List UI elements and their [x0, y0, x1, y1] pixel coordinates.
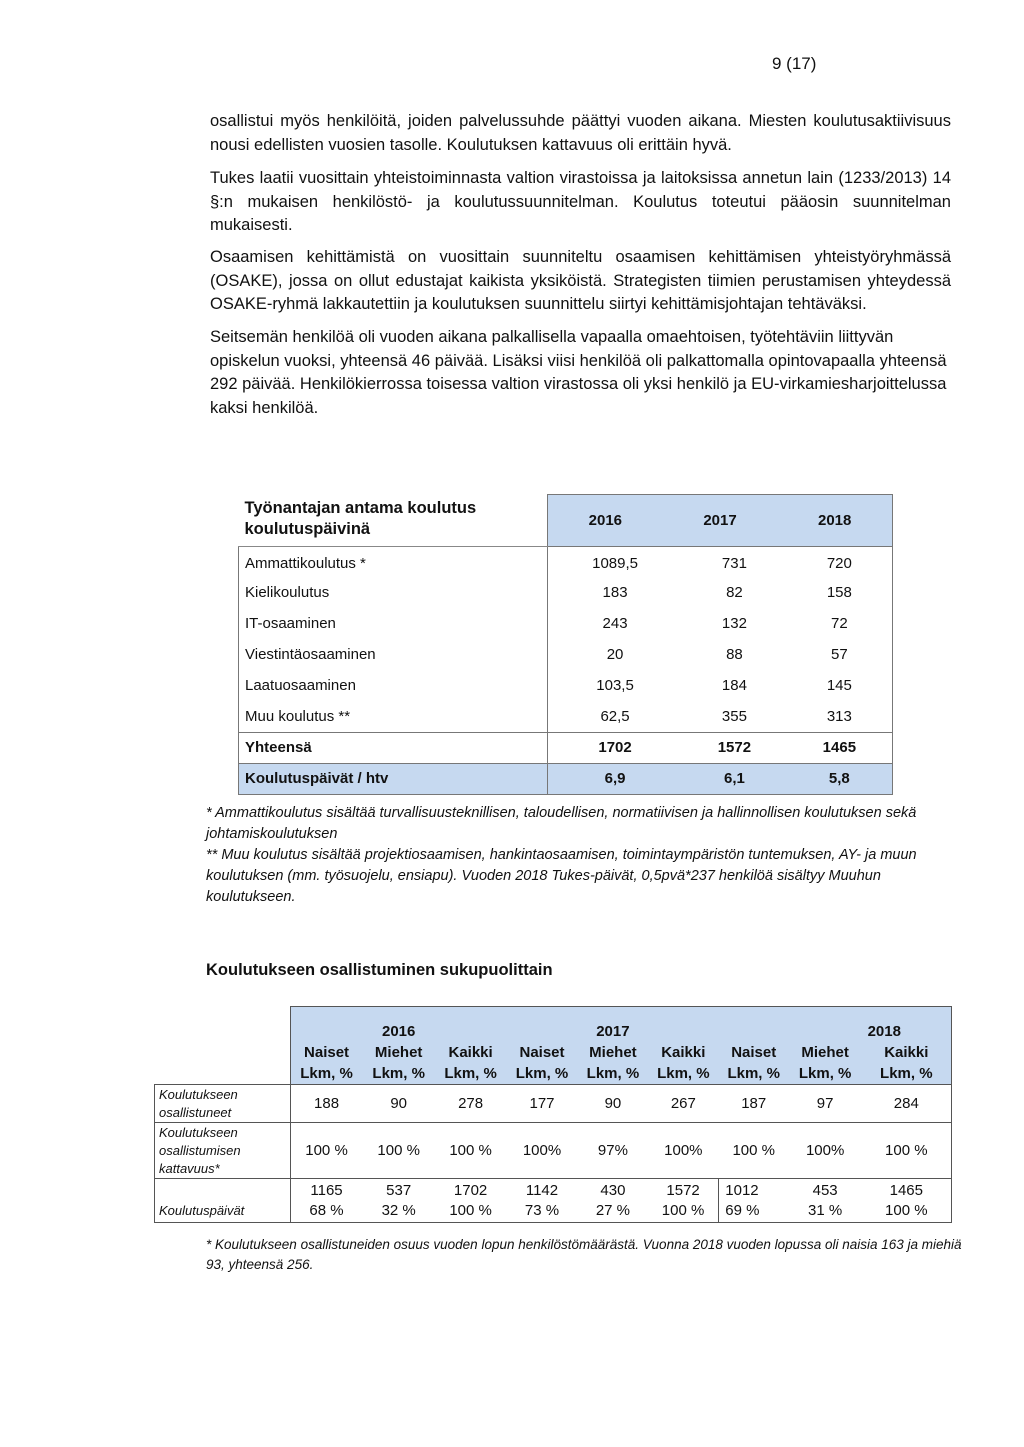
participants-row: Koulutukseen osallistuneet 188 90 278 177 90 267 187 97 284	[155, 1085, 952, 1123]
table-row: Viestintäosaaminen 20 88 57	[239, 639, 893, 670]
year-2017: 2017	[703, 511, 737, 529]
table2-header-row: Naiset Lkm, % 2016 Miehet Lkm, % Kaikki Lkm, % Naiset Lkm, % 2017 Miehet Lkm, % Kaikki Lkm, % Naiset Lkm, % Miehet Lkm, % 2018 Kaikki Lkm, %	[155, 1007, 952, 1085]
page-number: 9 (17)	[772, 54, 817, 73]
year-2018: 2018	[817, 511, 852, 529]
year-2016: 2016	[588, 511, 623, 529]
year-2016: 2016	[382, 1023, 416, 1040]
table-title: Työnantajan antama koulutus koulutuspäivinä	[239, 495, 548, 547]
year-2017: 2017	[596, 1023, 630, 1040]
coverage-row: Koulutukseen osallistumisen kattavuus* 100 % 100 % 100 % 100% 97% 100% 100 % 100% 100 %	[155, 1123, 952, 1179]
paragraph-1: osallistui myös henkilöitä, joiden palvelussuhde päättyi vuoden aikana. Miesten koulutusaktiivisuus nousi edellisten vuosien tasolle. Koulutuksen kattavuus oli erittäin hyvä.	[210, 112, 951, 154]
table-header-row	[239, 495, 893, 547]
year-2018: 2018	[867, 1023, 901, 1040]
table-row: Muu koulutus ** 62,5 355 313	[239, 701, 893, 732]
table-row: Ammattikoulutus * 1089,5 731 720	[239, 546, 893, 577]
footnote-3: * Koulutukseen osallistuneiden osuus vuoden lopun henkilöstömäärästä. Vuonna 2018 vuoden lopussa oli naisia 163 ja miehiä 93, yhteensä 256.	[206, 1237, 962, 1272]
table-row: IT-osaaminen 243 132 72	[239, 608, 893, 639]
years-header	[548, 495, 893, 547]
gender-participation-table	[154, 1006, 952, 1223]
per-htv-row: Koulutuspäivät / htv 6,9 6,1 5,8	[239, 763, 893, 794]
paragraph-2: Tukes laatii vuosittain yhteistoiminnasta valtion virastoissa ja laitoksissa annetun lain (1233/2013) 14 §:n mukaisen henkilöstö- ja koulutussuunnitelman. Koulutus toteutui pääosin suunnitelman mukaisesti.	[210, 169, 951, 234]
table-row: Laatuosaaminen 103,5 184 145	[239, 670, 893, 701]
total-row: Yhteensä 1702 1572 1465	[239, 732, 893, 763]
paragraph-3: Osaamisen kehittämistä on vuosittain suunniteltu osaamisen kehittämisen yhteistyöryhmässä (OSAKE), jossa on ollut edustajat kaikista yksiköistä. Strategisten tiimien perustamisen yhteydessä OSAKE-ryhmä lakkautettiin ja koulutuksen suunnittelu siirtyi kehittämisjohtajan tehtäväksi.	[210, 248, 951, 313]
footnote-1: * Ammattikoulutus sisältää turvallisuusteknillisen, taloudellisen, normatiivisen ja hallinnollisen koulutuksen sekä johtamiskoulutuksen	[206, 805, 917, 842]
footnote-2: ** Muu koulutus sisältää projektiosaamisen, hankintaosaamisen, toimintaympäristön tuntemuksen, AY- ja muun koulutuksen (mm. työsuojelu, ensiapu). Vuoden 2018 Tukes-päivät, 0,5pvä*237 henkilöä sisältyy Muuhun koulutukseen.	[206, 847, 917, 905]
days-row: Koulutuspäivät 1165 68 % 537 32 % 1702 100 % 1142 73 % 430 27 % 1572 100 % 1012 69 % 453 31 % 1465 100 %	[155, 1179, 952, 1223]
table-row: Kielikoulutus 183 82 158	[239, 577, 893, 608]
section-heading: Koulutukseen osallistuminen sukupuolittain	[206, 961, 553, 979]
training-days-table	[238, 494, 893, 795]
paragraph-4: Seitsemän henkilöä oli vuoden aikana palkallisella vapaalla omaehtoisen, työtehtäviin liittyvän opiskelun vuoksi, yhteensä 46 päivää. Lisäksi viisi henkilöä oli palkattomalla opintovapaalla yhteensä 292 päivää. Henkilökierrossa toisessa valtion virastossa oli yksi henkilö ja EU-virkamiesharjoittelussa kaksi henkilöä.	[210, 328, 947, 417]
